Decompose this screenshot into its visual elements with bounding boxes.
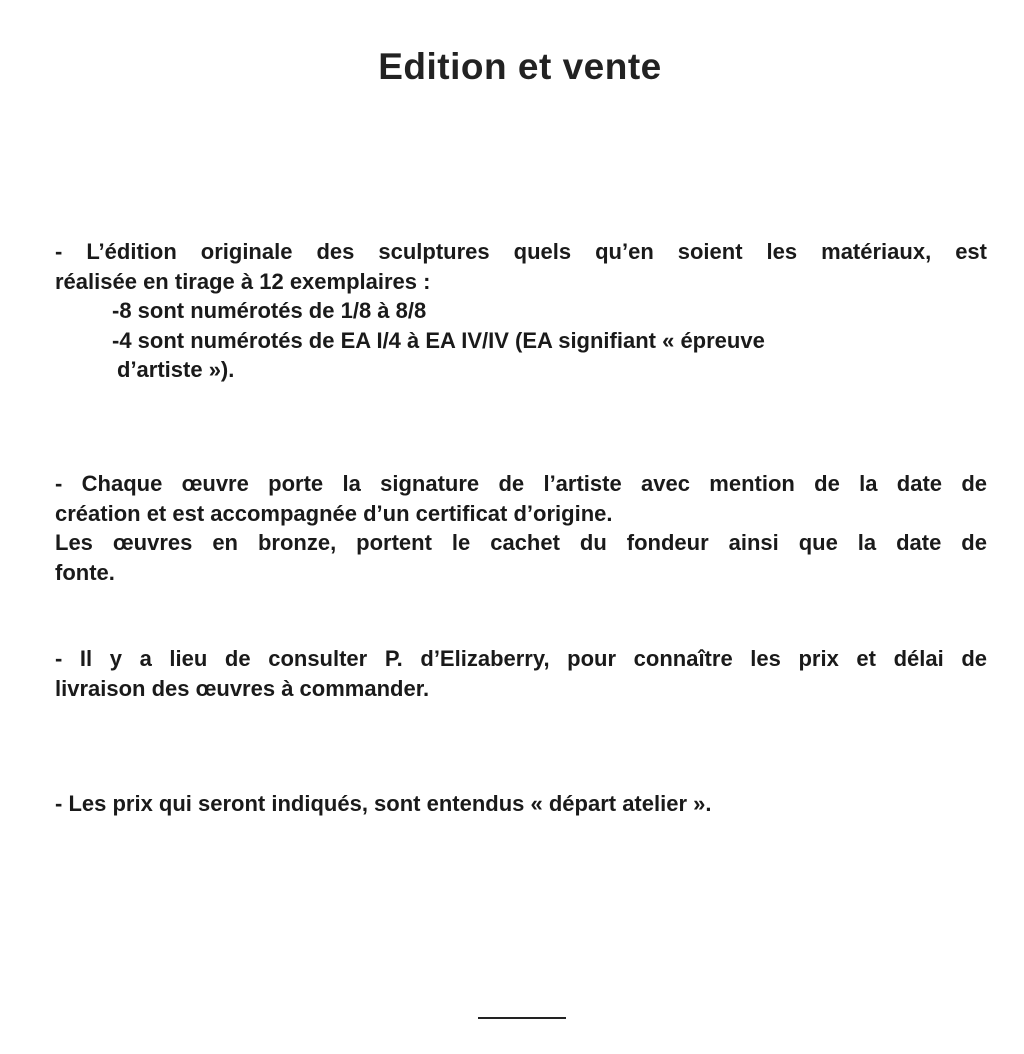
list-item-continuation: d’artiste »). [117,357,235,382]
list-item: -8 sont numérotés de 1/8 à 8/8 [112,298,427,323]
paragraph-line: - Il y a lieu de consulter P. d’Elizaberry, pour connaître les prix et délai de [55,646,987,671]
paragraph-line: création et est accompagnée d’un certificat d’origine. [55,500,613,526]
footer-divider [478,1017,566,1019]
paragraph-line: fonte. [55,559,115,585]
paragraph-line: - Chaque œuvre porte la signature de l’artiste avec mention de la date de [55,471,987,496]
paragraph-line: - Les prix qui seront indiqués, sont entendus « départ atelier ». [55,791,712,816]
paragraph-line: réalisée en tirage à 12 exemplaires : [55,268,431,294]
list-item: -4 sont numérotés de EA I/4 à EA IV/IV (EA signifiant « épreuve [112,327,765,353]
page-title: Edition et vente [378,46,662,87]
paragraph-line: livraison des œuvres à commander. [55,675,430,701]
paragraph-line: Les œuvres en bronze, portent le cachet du fondeur ainsi que la date de [55,530,987,555]
section-consultation [55,644,987,703]
paragraph-line: - L’édition originale des sculptures quels qu’en soient les matériaux, est [55,239,987,264]
section-prix [55,789,987,819]
section-edition-originale [55,237,987,385]
section-signature [55,469,987,587]
